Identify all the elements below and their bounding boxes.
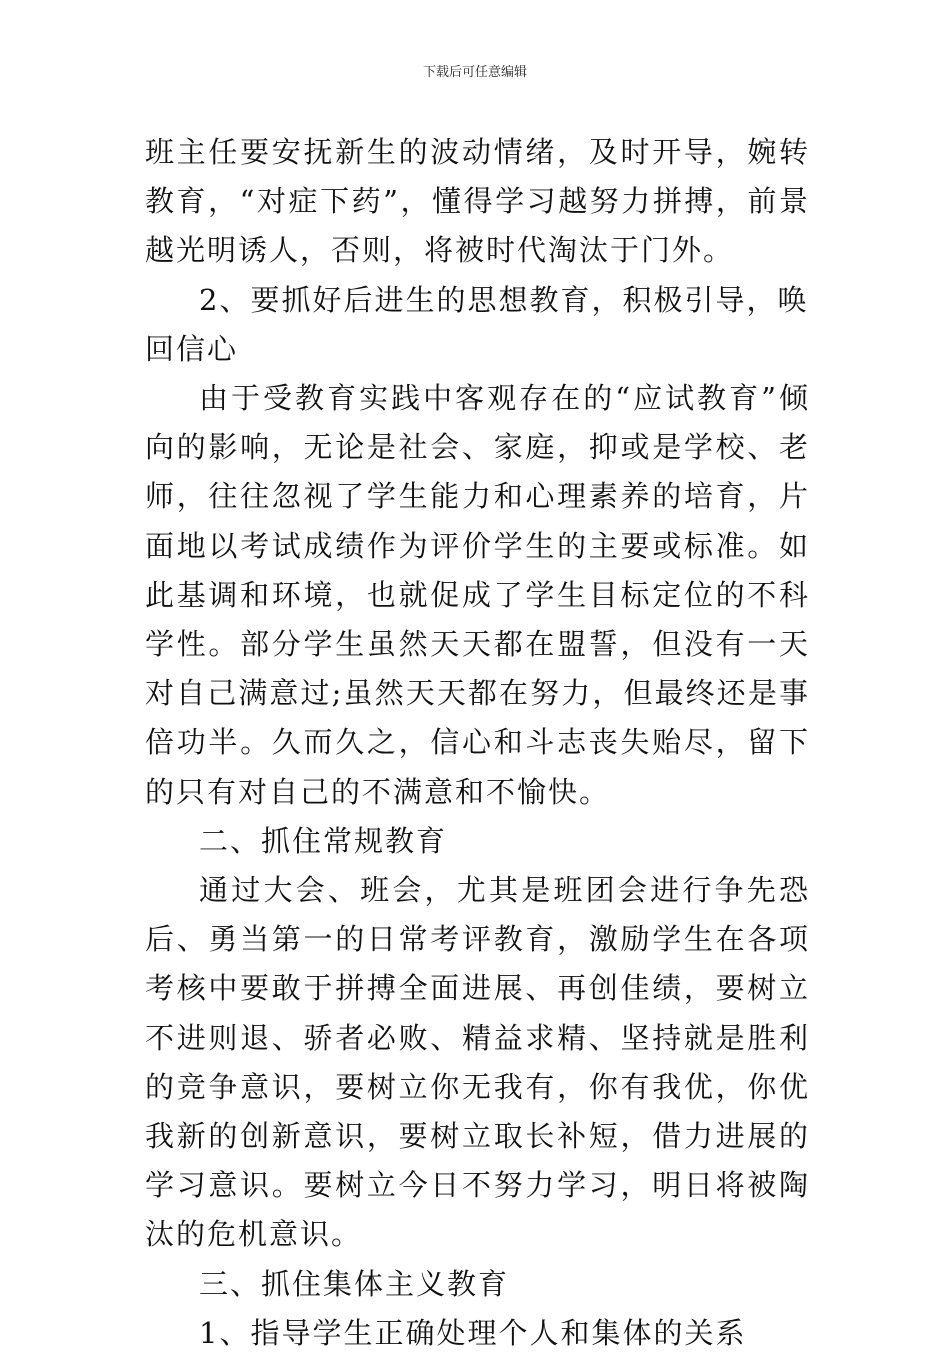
page-header-note: 下载后可任意编辑 [422, 65, 527, 80]
subheading-underachievers: 2、要抓好后进生的思想教育，积极引导，唤回信心 [145, 282, 809, 366]
subheading-individual-collective: 1、指导学生正确处理个人和集体的关系 [199, 1315, 747, 1350]
paragraph-exam-oriented: 由于受教育实践中客观存在的“应试教育”倾向的影响，无论是社会、家庭，抑或是学校、老师，往往忽视了学生能力和心理素养的培育，片面地以考试成绩作为评价学生的主要或标准。如此基调和环境，也就促成了学生目标定位的不科学性。部分学生虽然天天都在盟誓，但没有一天对自己满意过;虽然天天都在努力，但最终还是事倍功半。久而久之，信心和斗志丧失贻尽，留下的只有对自己的不满意和不愉快。 [145, 381, 810, 809]
section-heading-collectivism: 三、抓住集体主义教育 [199, 1266, 510, 1301]
document-body [145, 128, 810, 1358]
paragraph-new-students: 班主任要安抚新生的波动情绪，及时开导，婉转教育，“对症下药”，懂得学习越努力拼搏，前景越光明诱人，否则，将被时代淘汰于门外。 [145, 135, 810, 268]
paragraph-routine-education: 通过大会、班会，尤其是班团会进行争先恐后、勇当第一的日常考评教育，激励学生在各项考核中要敢于拼搏全面进展、再创佳绩，要树立不进则退、骄者必败、精益求精、坚持就是胜利的竞争意识，要树立你无我有，你有我优，你优我新的创新意识，要树立取长补短，借力进展的学习意识。要树立今日不努力学习，明日将被陶汰的危机意识。 [145, 873, 810, 1252]
section-heading-routine: 二、抓住常规教育 [199, 823, 448, 858]
